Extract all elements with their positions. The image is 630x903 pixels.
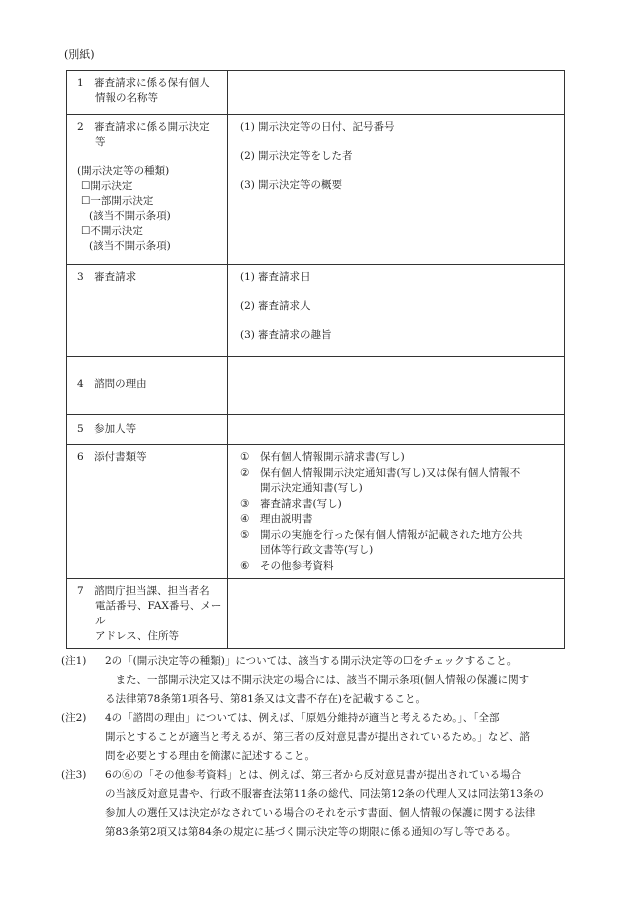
- list-item: (3) 開示決定等の概要: [240, 179, 342, 191]
- row1-label-line: 1 審査請求に係る保有個人: [77, 77, 210, 89]
- note-line: 問を必要とする理由を簡潔に記述すること。: [105, 750, 315, 762]
- list-item: (2) 審査請求人: [240, 300, 311, 312]
- note-1: [61, 652, 571, 709]
- row2-label-line: 2 審査請求に係る開示決定: [77, 121, 210, 133]
- list-item: ⑥ その他参考資料: [240, 559, 334, 572]
- row7-label-line: 電話番号、FAX番号、メール: [95, 600, 222, 627]
- table-row: [67, 115, 565, 265]
- row3-label: 3 審査請求: [77, 271, 137, 283]
- list-item: ⑤ 開示の実施を行った保有個人情報が記載された地方公共: [240, 528, 523, 541]
- row4-label: 4 諮問の理由: [77, 378, 147, 390]
- table-row: [67, 265, 565, 357]
- note-line: 参加人の選任又は決定がなされている場合のそれを示す書面、個人情報の保護に関する法律: [105, 807, 536, 819]
- row4-label-cell: [67, 357, 228, 415]
- row1-label-cell: [67, 71, 228, 115]
- list-item-continuation: 開示決定通知書(写し): [260, 482, 363, 494]
- consultation-form-table: [66, 70, 565, 649]
- row7-label-line: 7 諮問庁担当課、担当者名: [77, 585, 210, 597]
- row5-label-cell: [67, 415, 228, 445]
- table-row: [67, 579, 565, 649]
- note-line: 6の⑥の「その他参考資料」とは、例えば、第三者から反対意見書が提出されている場合: [105, 769, 522, 781]
- note-line: 第83条第2項又は第84条の規定に基づく開示決定等の期限に係る通知の写し等である。: [105, 826, 517, 838]
- list-item-continuation: 団体等行政文書等(写し): [260, 544, 374, 556]
- checkbox-disclosure[interactable]: ☐開示決定: [81, 180, 133, 192]
- checkbox-non-disclosure[interactable]: ☐不開示決定: [81, 225, 143, 237]
- row6-value-cell[interactable]: [228, 445, 565, 579]
- note-line: 2の「(開示決定等の種類)」については、該当する開示決定等の☐をチェックすること。: [105, 655, 518, 667]
- note-label: (注2): [61, 712, 87, 724]
- note-line: また、一部開示決定又は不開示決定の場合には、該当不開示条項(個人情報の保護に関す: [115, 674, 530, 686]
- row1-value-cell[interactable]: [228, 71, 565, 115]
- checkbox-partial-disclosure[interactable]: ☐一部開示決定: [81, 195, 154, 207]
- note-2: [61, 709, 571, 766]
- row2-label-line: 等: [95, 136, 106, 148]
- table-row: [67, 71, 565, 115]
- applicable-clause-label: (該当不開示条項): [89, 240, 171, 252]
- note-line: 4の「諮問の理由」については、例えば、「原処分維持が適当と考えるため。」、「全部: [105, 712, 500, 724]
- list-item: (1) 審査請求日: [240, 271, 311, 283]
- list-item: (1) 開示決定等の日付、記号番号: [240, 121, 395, 133]
- row7-label-line: アドレス、住所等: [95, 630, 179, 642]
- row5-value-cell[interactable]: [228, 415, 565, 445]
- note-label: (注1): [61, 655, 87, 667]
- note-3: [61, 766, 571, 842]
- row1-label-line: 情報の名称等: [95, 92, 158, 104]
- note-line: の当該反対意見書や、行政不服審査法第11条の総代、同法第12条の代理人又は同法第13条の: [105, 788, 544, 800]
- row2-label-cell: [67, 115, 228, 265]
- table-row: [67, 357, 565, 415]
- row2-value-cell[interactable]: [228, 115, 565, 265]
- list-item: ① 保有個人情報開示請求書(写し): [240, 451, 405, 463]
- note-label: (注3): [61, 769, 87, 781]
- notes-section: [61, 652, 571, 842]
- row3-value-cell[interactable]: [228, 265, 565, 357]
- list-item: (2) 開示決定等をした者: [240, 150, 353, 162]
- note-line: 開示とすることが適当と考えるが、第三者の反対意見書が提出されているため。」など、諮: [105, 731, 530, 743]
- attachment-label: (別紙): [64, 48, 95, 61]
- row7-value-cell[interactable]: [228, 579, 565, 649]
- list-item: (3) 審査請求の趣旨: [240, 329, 332, 341]
- kind-heading: (開示決定等の種類): [77, 165, 170, 177]
- list-item: ④ 理由説明書: [240, 513, 313, 525]
- row5-label: 5 参加人等: [77, 423, 137, 435]
- row6-label-cell: [67, 445, 228, 579]
- note-line: る法律第78条第1項各号、第81条又は文書不存在)を記載すること。: [105, 693, 426, 705]
- table-row: [67, 445, 565, 579]
- row7-label-cell: [67, 579, 228, 649]
- list-item: ③ 審査請求書(写し): [240, 497, 342, 510]
- row6-label: 6 添付書類等: [77, 451, 147, 463]
- table-row: [67, 415, 565, 445]
- row4-value-cell[interactable]: [228, 357, 565, 415]
- list-item: ② 保有個人情報開示決定通知書(写し)又は保有個人情報不: [240, 466, 521, 479]
- row3-label-cell: [67, 265, 228, 357]
- applicable-clause-label: (該当不開示条項): [89, 210, 171, 222]
